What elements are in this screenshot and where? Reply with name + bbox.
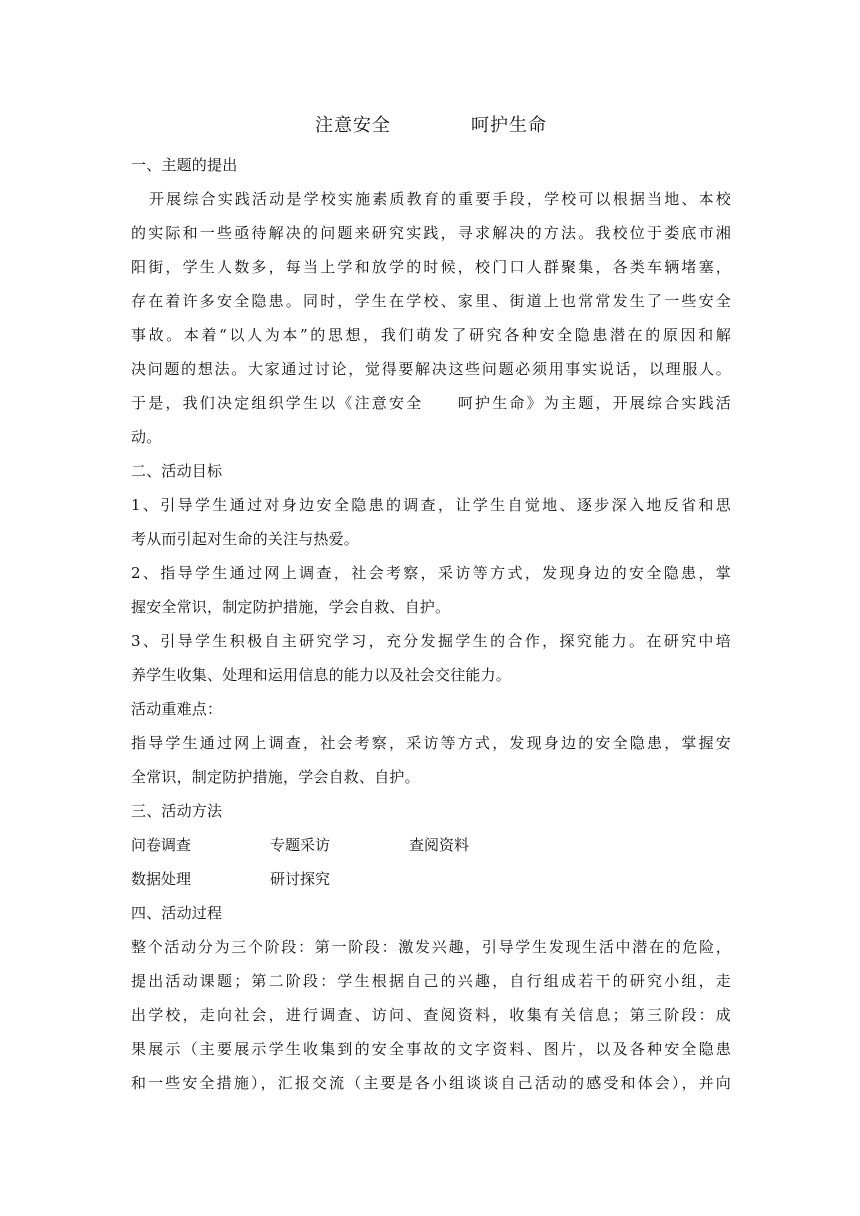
text-line: 阳街，学生人数多，每当上学和放学的时候，校门口人群聚集，各类车辆堵塞， <box>131 258 731 276</box>
title-part-2: 呵护生命 <box>471 115 547 136</box>
text-line: 二、活动目标 <box>131 462 223 480</box>
document-title <box>131 112 731 140</box>
methods-row-1 <box>131 828 731 862</box>
text-line: 四、活动过程 <box>131 904 223 922</box>
text-line: 三、活动方法 <box>131 802 223 820</box>
title-part-1: 注意安全 <box>315 115 391 136</box>
text-line: 2、指导学生通过网上调查，社会考察，采访等方式，发现身边的安全隐患，掌 <box>131 564 731 582</box>
text-line: 养学生收集、处理和运用信息的能力以及社会交往能力。 <box>131 666 512 684</box>
text-line: 整个活动分为三个阶段：第一阶段：激发兴趣，引导学生发现生活中潜在的危险， <box>131 938 731 956</box>
text-line: 果展示（主要展示学生收集到的安全事故的文字资料、图片，以及各种安全隐患 <box>131 1040 731 1058</box>
text-line: 的实际和一些亟待解决的问题来研究实践，寻求解决的方法。我校位于娄底市湘 <box>131 224 731 242</box>
text-line: 1、引导学生通过对身边安全隐患的调查，让学生自觉地、逐步深入地反省和思 <box>131 496 731 514</box>
body-text <box>131 148 731 828</box>
text-line: 指导学生通过网上调查，社会考察，采访等方式，发现身边的安全隐患，掌握安 <box>131 734 731 752</box>
method-item: 数据处理 <box>131 870 192 888</box>
document-page <box>131 112 731 1100</box>
method-item: 研讨探究 <box>270 870 331 888</box>
text-line: 存在着许多安全隐患。同时，学生在学校、家里、街道上也常常发生了一些安全 <box>131 292 731 310</box>
text-line: 出学校，走向社会，进行调查、访问、查阅资料，收集有关信息；第三阶段：成 <box>131 1006 731 1024</box>
text-line: 一、主题的提出 <box>131 156 238 174</box>
method-item: 专题采访 <box>270 836 331 854</box>
text-line: 和一些安全措施），汇报交流（主要是各小组谈谈自己活动的感受和体会），并向 <box>131 1074 731 1092</box>
text-line: 于是，我们决定组织学生以《注意安全 呵护生命》为主题，开展综合实践活 <box>131 394 731 412</box>
text-line: 考从而引起对生命的关注与热爱。 <box>131 530 360 548</box>
text-line: 事故。本着“以人为本”的思想，我们萌发了研究各种安全隐患潜在的原因和解 <box>131 326 731 344</box>
text-line: 全常识，制定防护措施，学会自救、自护。 <box>131 768 420 786</box>
text-line: 决问题的想法。大家通过讨论，觉得要解决这些问题必须用事实说话，以理服人。 <box>131 360 731 378</box>
text-line: 开展综合实践活动是学校实施素质教育的重要手段，学校可以根据当地、本校 <box>149 190 731 208</box>
method-item: 查阅资料 <box>409 836 470 854</box>
text-line: 动。 <box>131 428 162 446</box>
methods-row-2 <box>131 862 731 896</box>
method-item: 问卷调查 <box>131 836 192 854</box>
text-line: 活动重难点： <box>131 700 223 718</box>
text-line: 3、引导学生积极自主研究学习，充分发掘学生的合作，探究能力。在研究中培 <box>131 632 731 650</box>
text-line: 提出活动课题；第二阶段：学生根据自己的兴趣，自行组成若干的研究小组，走 <box>131 972 731 990</box>
body-text-process <box>131 896 731 1100</box>
text-line: 握安全常识，制定防护措施，学会自救、自护。 <box>131 598 451 616</box>
